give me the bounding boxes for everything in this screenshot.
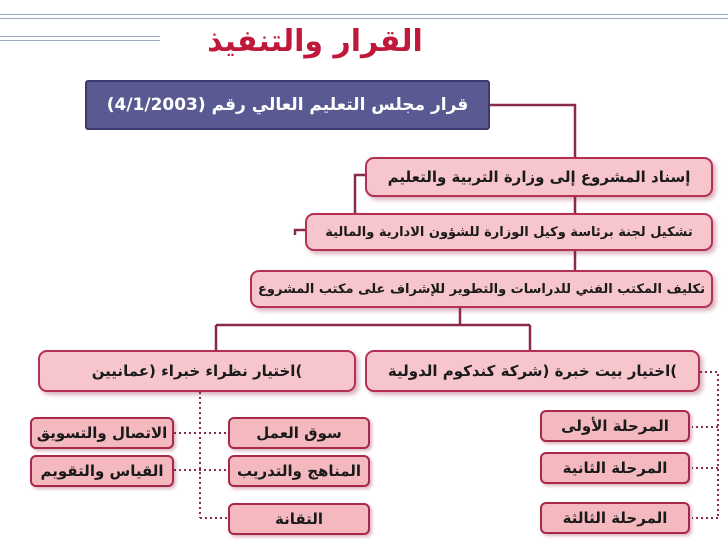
field-curricula-training: المناهج والتدريب [228,455,370,487]
field-measurement-evaluation: القياس والتقويم [30,455,174,487]
branch-omani-experts: )اختيار نظراء خبراء (عمانيين [38,350,356,392]
step-assign-ministry: إسناد المشروع إلى وزارة التربية والتعليم [365,157,713,197]
step-form-committee: تشكيل لجنة برئاسة وكيل الوزارة للشؤون الادارية والمالية [305,213,713,251]
phase-1: المرحلة الأولى [540,410,690,442]
decision-box: قرار مجلس التعليم العالي رقم (4/1/2003) [85,80,490,130]
field-communication-marketing: الاتصال والتسويق [30,417,174,449]
phase-2: المرحلة الثانية [540,452,690,484]
page-title: القرار والتنفيذ [207,24,423,59]
phase-3: المرحلة الثالثة [540,502,690,534]
field-technology: التقانة [228,503,370,535]
branch-expert-house: )اختيار بيت خبرة (شركة كندكوم الدولية [365,350,700,392]
step-assign-office: تكليف المكتب الفني للدراسات والتطوير للإشراف على مكتب المشروع [250,270,713,308]
field-labor-market: سوق العمل [228,417,370,449]
dotted-right-trunk [700,372,718,518]
connector-step2-left [295,230,305,235]
